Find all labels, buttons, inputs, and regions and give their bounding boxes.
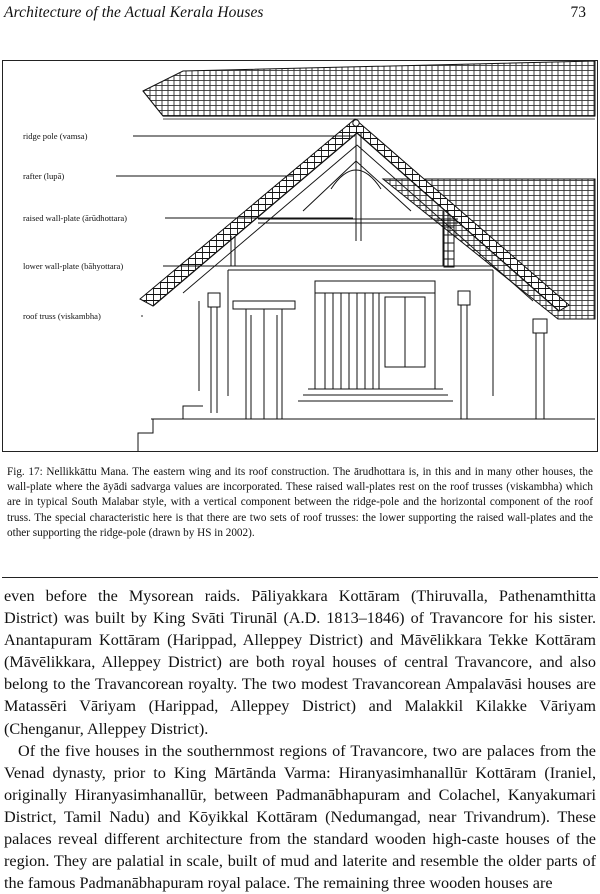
house-elevation-drawing [3, 61, 597, 451]
label-lower-wall-plate: lower wall-plate (bāhyottara) [23, 261, 124, 271]
paragraph-2: Of the five houses in the southernmost regions of Travancore, two are palaces from the Venad dynasty, prior to King Mārtānda Varma: Hiranyasimhanallūr Kottāram (Iraniel, originally Hiranyasimhanallūr, between Padmanābhapuram and Colachel, Kanyakumari District, Tamil Nadu) and Kōyikkal Kottāram (Nedumangad, near Trivandrum). These palaces reveal different architecture from the standard wooden high-caste houses of the region. They are palatial in scale, built of mud and laterite and resemble the older parts of the famous Padmanābhapuram royal palace. The remaining three wooden houses are [4, 741, 596, 893]
figure-caption: Fig. 17: Nellikkāttu Mana. The eastern wing and its roof construction. The ārudhottara is, in this and in many other houses, the wall-plate where the āyādi sadvarga values are incorporated. These raised wall-plates rest on the roof trusses (viskambha) which are in typical South Malabar style, with a vertical component between the ridge-pole and the horizontal component of the roof truss. The special characteristic here is that there are two sets of roof trusses: the lower supporting the raised wall-plates and the other supporting the ridge-pole (drawn by HS in 2002). [7, 466, 593, 539]
running-head: Architecture of the Actual Kerala Houses [4, 4, 264, 21]
house-walls [138, 270, 595, 451]
body-text [4, 585, 596, 894]
page-number: 73 [570, 4, 586, 21]
figure-drawing [2, 60, 598, 452]
label-rafter: rafter (lupā) [23, 171, 65, 181]
label-raised-wall-plate: raised wall-plate (ārūdhottara) [23, 213, 128, 223]
label-roof-truss: roof truss (viskambha) [23, 311, 101, 321]
rear-roof [143, 61, 595, 119]
label-ridge-pole: ridge pole (vamsa) [23, 131, 88, 141]
caption-divider [2, 577, 598, 578]
paragraph-1: even before the Mysorean raids. Pāliyakkara Kottāram (Thiruvalla, Pathenamthitta District) was built by King Svāti Tirunāl (A.D. 1813–1846) of Travancore for his sister. Anantapuram Kottāram (Harippad, Alleppey District) and Māvēlikkara Tekke Kottāram (Māvēlikkara, Alleppey District) are both royal houses of central Travancore, and also belong to the Travancorean royalty. The two modest Travancorean Ampalavāsi houses are Matassēri Vāriyam (Harippad, Alleppey District) and Malakkil Kilakke Vāriyam (Chenganur, Alleppey District). [4, 587, 596, 738]
